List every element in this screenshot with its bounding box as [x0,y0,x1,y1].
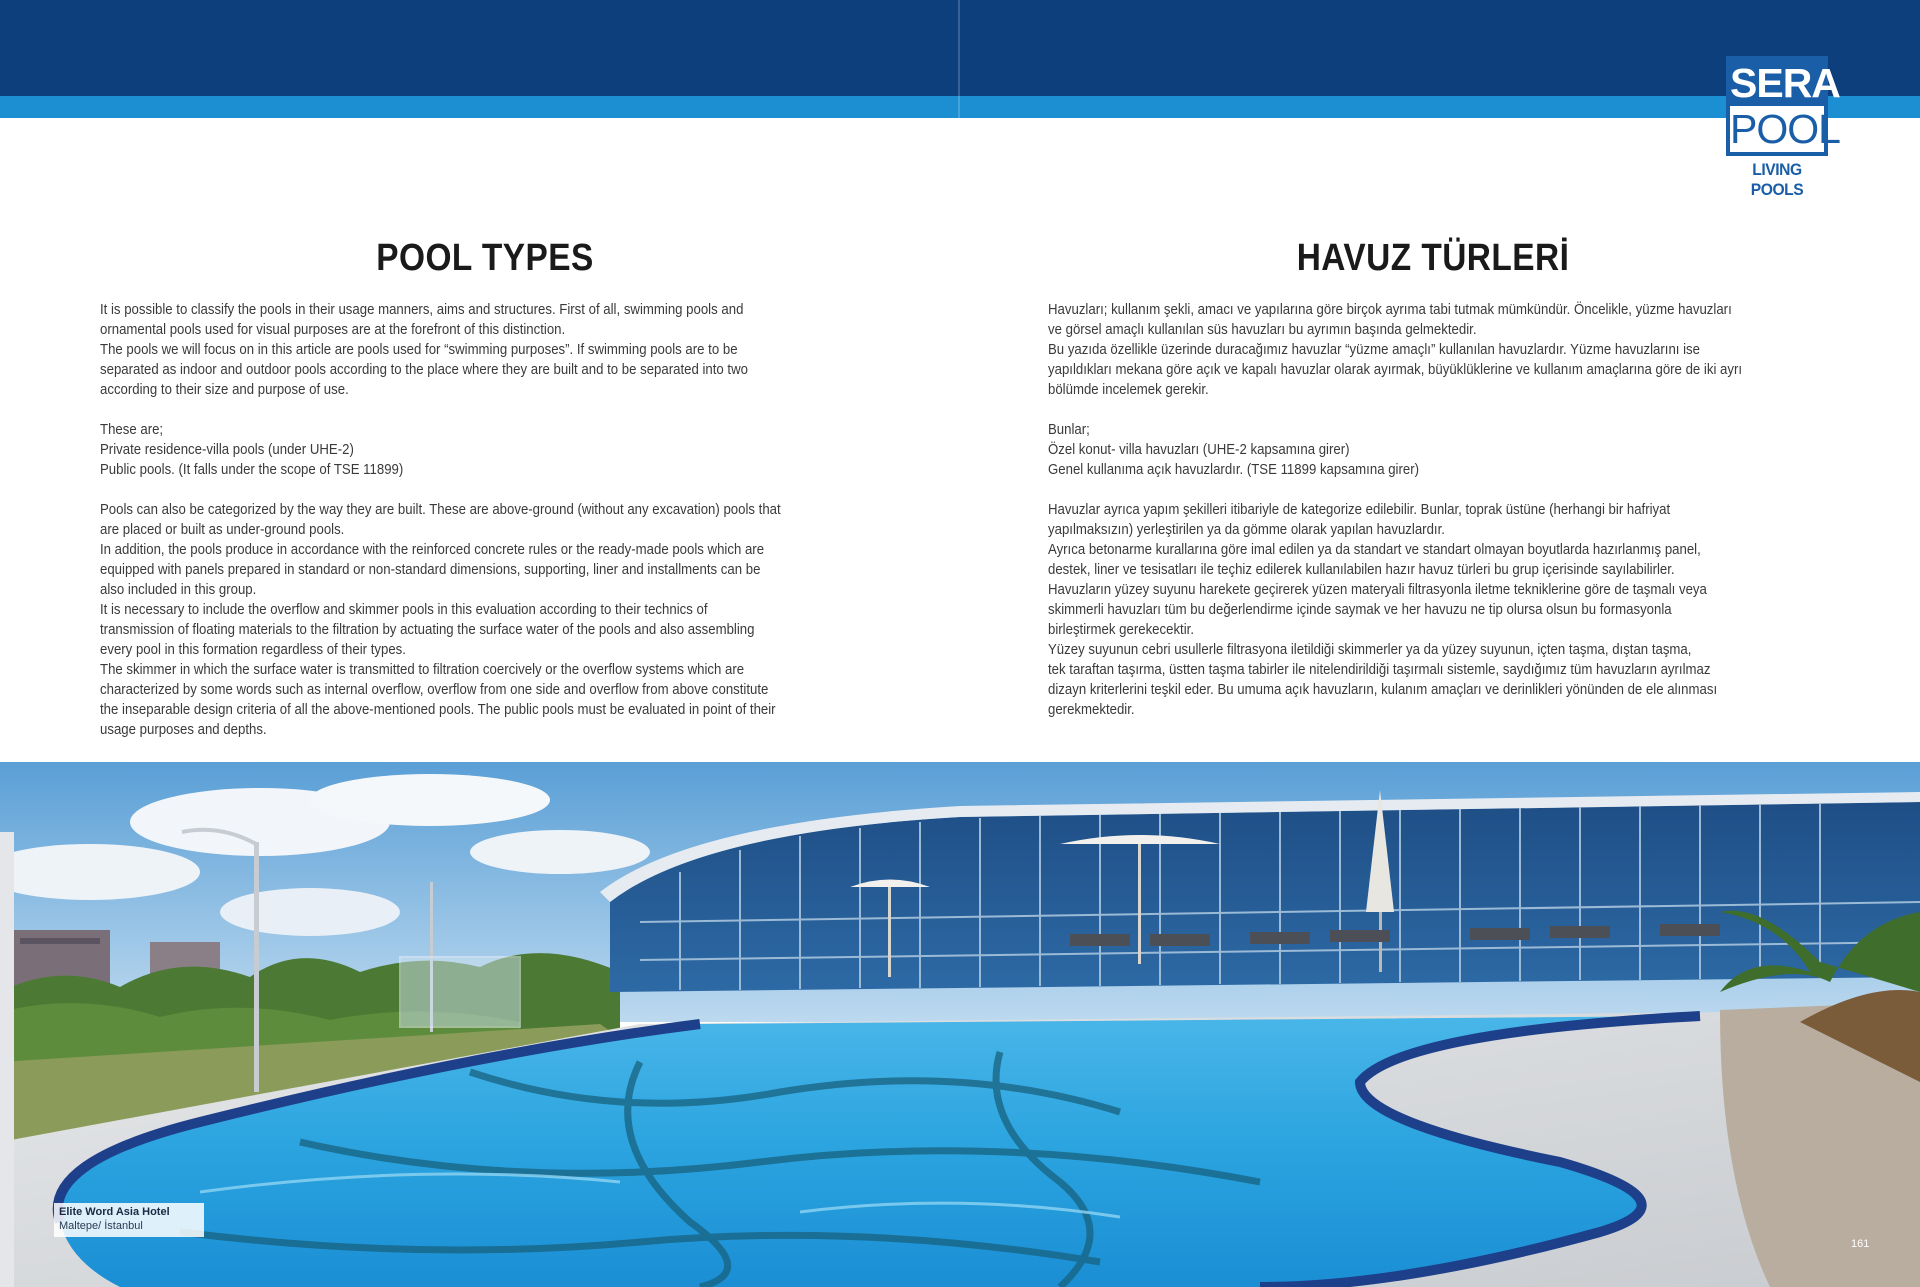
body-line: separated as indoor and outdoor pools according to the place where they are built and to be separated into two [100,361,748,378]
glass-railing [400,957,520,1027]
body-line: Yüzey suyunun cebri usullerle filtrasyona iletildiği skimmerler ya da yüzey suyunun, içten taşma, dıştan taşma, [1048,641,1692,658]
body-line: usage purposes and depths. [100,721,267,738]
body-line: Pools can also be categorized by the way they are built. These are above-ground (without any excavation) pools that [100,501,781,518]
body-line: Havuzlar ayrıca yapım şekilleri itibariyle de kategorize edilebilir. Bunlar, toprak üstüne (herhangi bir hafriyat [1048,501,1671,518]
brand-logo-box [1726,56,1840,156]
pool-photo [0,762,1920,1287]
body-line: The pools we will focus on in this article are pools used for “swimming purposes”. If swimming pools are to be [100,341,738,358]
photo-caption [54,1203,204,1237]
body-line: transmission of floating materials to the filtration by actuating the surface water of the pools and also assembling [100,621,755,638]
body-line: The skimmer in which the surface water is transmitted to filtration coercively or the overflow systems which are [100,661,745,678]
body-line: Havuzları; kullanım şekli, amacı ve yapılarına göre birçok ayrıma tabi tutmak mümkündür. Öncelikle, yüzme havuzları [1048,301,1732,318]
umbrella-pole [888,887,891,977]
body-line: birleştirmek gerekecektir. [1048,621,1194,638]
brand-logo-top: SERA [1730,60,1840,106]
cloud [220,888,400,936]
brand-logo [1726,56,1840,200]
english-title: POOL TYPES [376,237,594,279]
body-line: ornamental pools used for visual purposes are at the forefront of this distinction. [100,321,566,338]
turkish-column [1048,236,1818,720]
page-gutter [958,0,960,118]
brand-tagline: LIVING POOLS [1750,160,1804,199]
body-line: Public pools. (It falls under the scope of TSE 11899) [100,461,404,478]
body-line: characterized by some words such as internal overflow, overflow from one side and overflow from above constitute [100,681,769,698]
body-line: every pool in this formation regardless of their types. [100,641,406,658]
header-band-light [0,96,1920,118]
body-line: yapılmaksızın) yerleştirilen ya da gömme olarak yapılan havuzlardır. [1048,521,1445,538]
turkish-body [1048,300,1818,720]
body-line: Private residence-villa pools (under UHE-2) [100,441,354,458]
english-body [100,300,870,740]
cloud [470,830,650,874]
body-line: also included in this group. [100,581,257,598]
body-line: bölümde incelemek gerekir. [1048,381,1209,398]
body-line: Özel konut- villa havuzları (UHE-2 kapsamına girer) [1048,441,1350,458]
body-line: Bu yazıda özellikle üzerinde duracağımız havuzlar “yüzme amaçlı” kullanılan havuzlardır. Yüzme havuzlarını ise [1048,341,1701,358]
body-line: yapıldıkları mekana göre açık ve kapalı havuzlar olarak ayırmak, büyüklüklerine ve kullanım amaçlarına göre de iki ayrı [1048,361,1743,378]
body-line: In addition, the pools produce in accordance with the reinforced concrete rules or the ready-made pools which are [100,541,765,558]
body-line: equipped with panels prepared in standard or non-standard dimensions, supporting, liner and installments can be [100,561,761,578]
body-line: Genel kullanıma açık havuzlardır. (TSE 11899 kapsamına girer) [1048,461,1420,478]
left-post [0,832,14,1287]
body-line: according to their size and purpose of use. [100,381,349,398]
umbrella-pole [1138,844,1141,964]
body-line: It is possible to classify the pools in their usage manners, aims and structures. First of all, swimming pools and [100,301,744,318]
body-line: These are; [100,421,164,438]
header-band-dark [0,0,1920,96]
cloud [310,774,550,826]
body-line: Havuzların yüzey suyunu harekete geçirerek yüzen materyali filtrasyonla iletme tekniklerine göre de taşmalı veya [1048,581,1707,598]
body-line: gerekmektedir. [1048,701,1135,718]
brand-logo-bottom: POOL [1730,106,1840,152]
caption-title: Elite Word Asia Hotel [59,1206,170,1218]
body-line: Bunlar; [1048,421,1090,438]
body-line: It is necessary to include the overflow and skimmer pools in this evaluation according to their technics of [100,601,708,618]
body-line: skimmerli havuzları tüm bu değerlendirme içinde saymak ve her havuzu ne tip olursa olsun bu formasyonla [1048,601,1672,618]
body-line: tek taraftan taşırma, üstten taşma tabirler ile nitelendirildiği taşırmalı sistemle, saydığımız tüm havuzların ayrılmaz [1048,661,1711,678]
body-line: Ayrıca betonarme kurallarına göre imal edilen ya da standart ve standart olmayan boyutlarda hazırlanmış panel, [1048,541,1701,558]
lamp-post [254,842,259,1092]
body-line: destek, liner ve tesisatları ile teçhiz edilerek kullanılabilen hazır havuz türleri bu grup içerisinde sayılabilirler. [1048,561,1675,578]
turkish-title: HAVUZ TÜRLERİ [1296,237,1570,279]
body-line: dizayn kriterlerini teşkil eder. Bu umuma açık havuzların, kulanım amaçları ve derinlikleri yönünden de ele alınması [1048,681,1718,698]
english-column [100,236,870,740]
distant-building [20,938,100,944]
body-line: the inseparable design criteria of all the above-mentioned pools. The public pools must be evaluated in point of their [100,701,776,718]
page-number: 161 [1851,1238,1870,1250]
body-line: ve görsel amaçlı kullanılan süs havuzları bu ayrımın başında gelmektedir. [1048,321,1477,338]
caption-location: Maltepe/ İstanbul [59,1220,143,1232]
body-line: are placed or built as under-ground pools. [100,521,345,538]
